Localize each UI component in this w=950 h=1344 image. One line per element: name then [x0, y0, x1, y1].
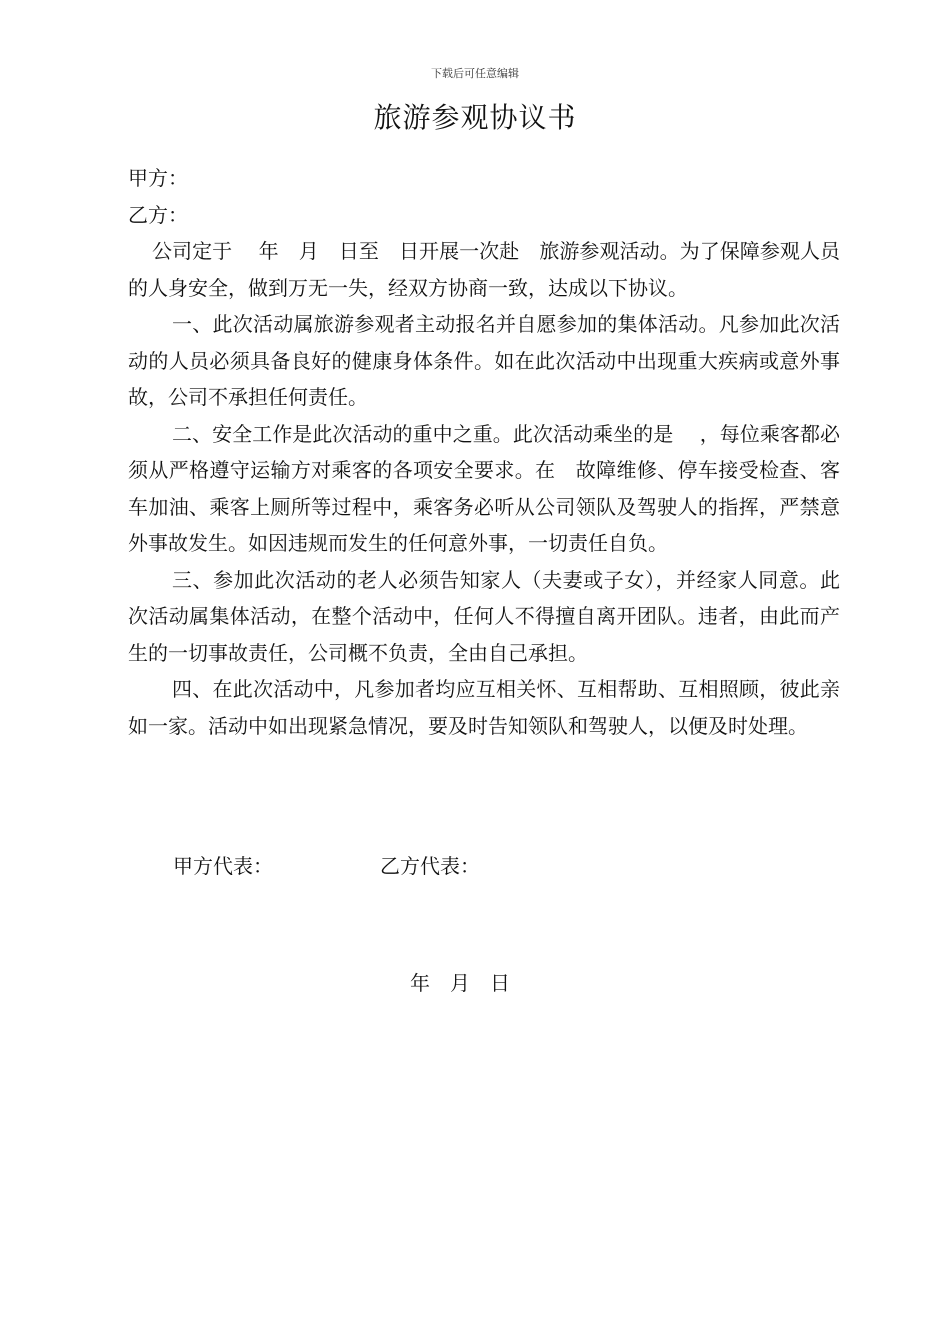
- intro-paragraph: 公司定于 年 月 日至 日开展一次赴 旅游参观活动。为了保障参观人员的人身安全，做到万无一失，经双方协商一致，达成以下协议。: [128, 239, 840, 300]
- party-a-line: 甲方：: [128, 166, 188, 190]
- signature-row: [173, 848, 480, 884]
- clause-3: 三、参加此次活动的老人必须告知家人（夫妻或子女），并经家人同意。此次活动属集体活动，在整个活动中，任何人不得擅自离开团队。违者，由此而产生的一切事故责任，公司概不负责，全由自己承担。: [128, 567, 840, 665]
- clause-2: 二、安全工作是此次活动的重中之重。此次活动乘坐的是 ，每位乘客都必须从严格遵守运输方对乘客的各项安全要求。在 故障维修、停车接受检查、客车加油、乘客上厕所等过程中，乘客务必听从公司领队及驾驶人的指挥，严禁意外事故发生。如因违规而发生的任何意外事，一切责任自负。: [128, 421, 840, 555]
- date-line: 年 月 日: [410, 971, 510, 995]
- agreement-body: [128, 160, 840, 744]
- party-a-signature-label: 甲方代表：: [173, 854, 273, 878]
- header-note: 下载后可任意编辑: [431, 67, 519, 80]
- party-b-line: 乙方：: [128, 202, 188, 227]
- clause-1: 一、此次活动属旅游参观者主动报名并自愿参加的集体活动。凡参加此次活动的人员必须具备良好的健康身体条件。如在此次活动中出现重大疾病或意外事故，公司不承担任何责任。: [128, 312, 840, 409]
- clause-4: 四、在此次活动中，凡参加者均应互相关怀、互相帮助、互相照顾，彼此亲如一家。活动中如出现紧急情况，要及时告知领队和驾驶人，以便及时处理。: [128, 677, 840, 738]
- document-title: 旅游参观协议书: [373, 101, 577, 134]
- party-b-signature-label: 乙方代表：: [380, 854, 480, 878]
